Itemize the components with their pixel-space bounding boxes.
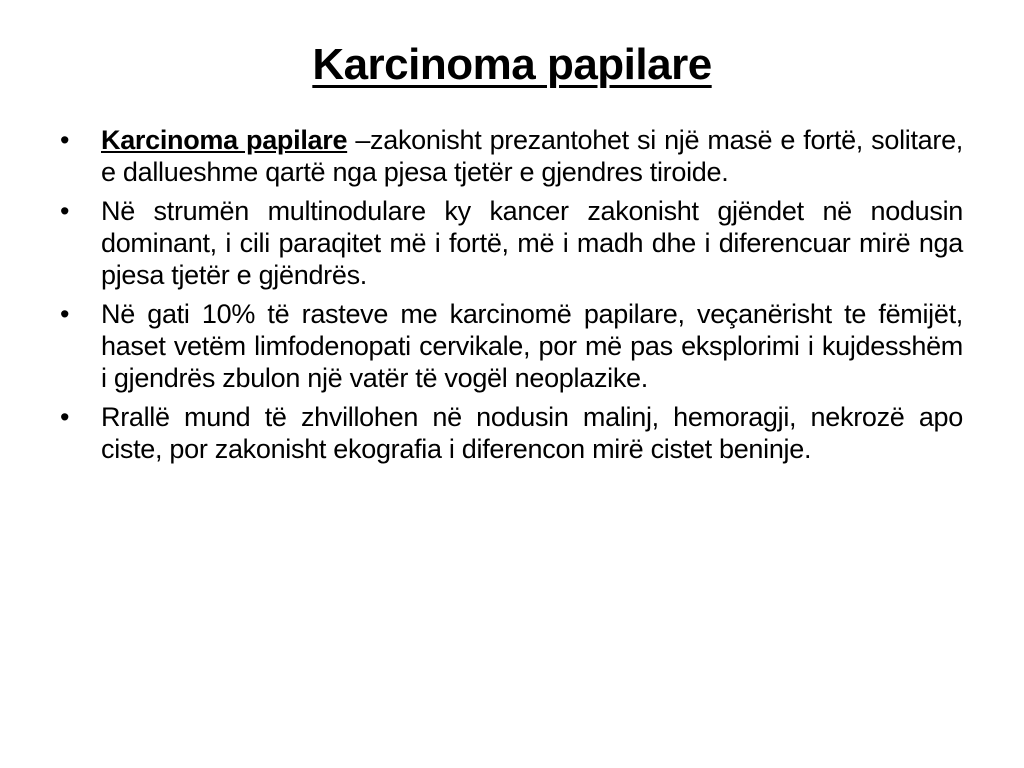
bullet-text: –zakonisht prezantohet si një masë e fortë, solitare, e dallueshme qartë nga pjesa tjetër e gjendres tiroide. [101,125,963,187]
bullet-term: Karcinoma papilare [101,125,348,155]
bullet-item-1 [60,124,963,188]
bullet-text: Rrallë mund të zhvillohen në nodusin malinj, hemoragji, nekrozë apo ciste, por zakonisht ekografia i diferencon mirë cistet beninje. [101,402,963,464]
bullet-marker: • [60,402,70,432]
bullet-item-2 [60,195,963,291]
bullet-marker: • [60,125,70,155]
bullet-text: Në gati 10% të rasteve me karcinomë papilare, veçanërisht te fëmijët, haset vetëm limfodenopati cervikale, por më pas eksplorimi i kujdesshëm i gjendrës zbulon një vatër të vogël neoplazike. [101,299,963,393]
bullet-item-3 [60,298,963,394]
bullet-text: Në strumën multinodulare ky kancer zakonisht gjëndet në nodusin dominant, i cili paraqitet më i fortë, më i madh dhe i diferencuar mirë nga pjesa tjetër e gjëndrës. [101,196,963,290]
bullet-list [60,124,963,472]
bullet-marker: • [60,196,70,226]
bullet-marker: • [60,299,70,329]
bullet-item-4 [60,401,963,465]
slide-title: Karcinoma papilare [312,40,712,89]
